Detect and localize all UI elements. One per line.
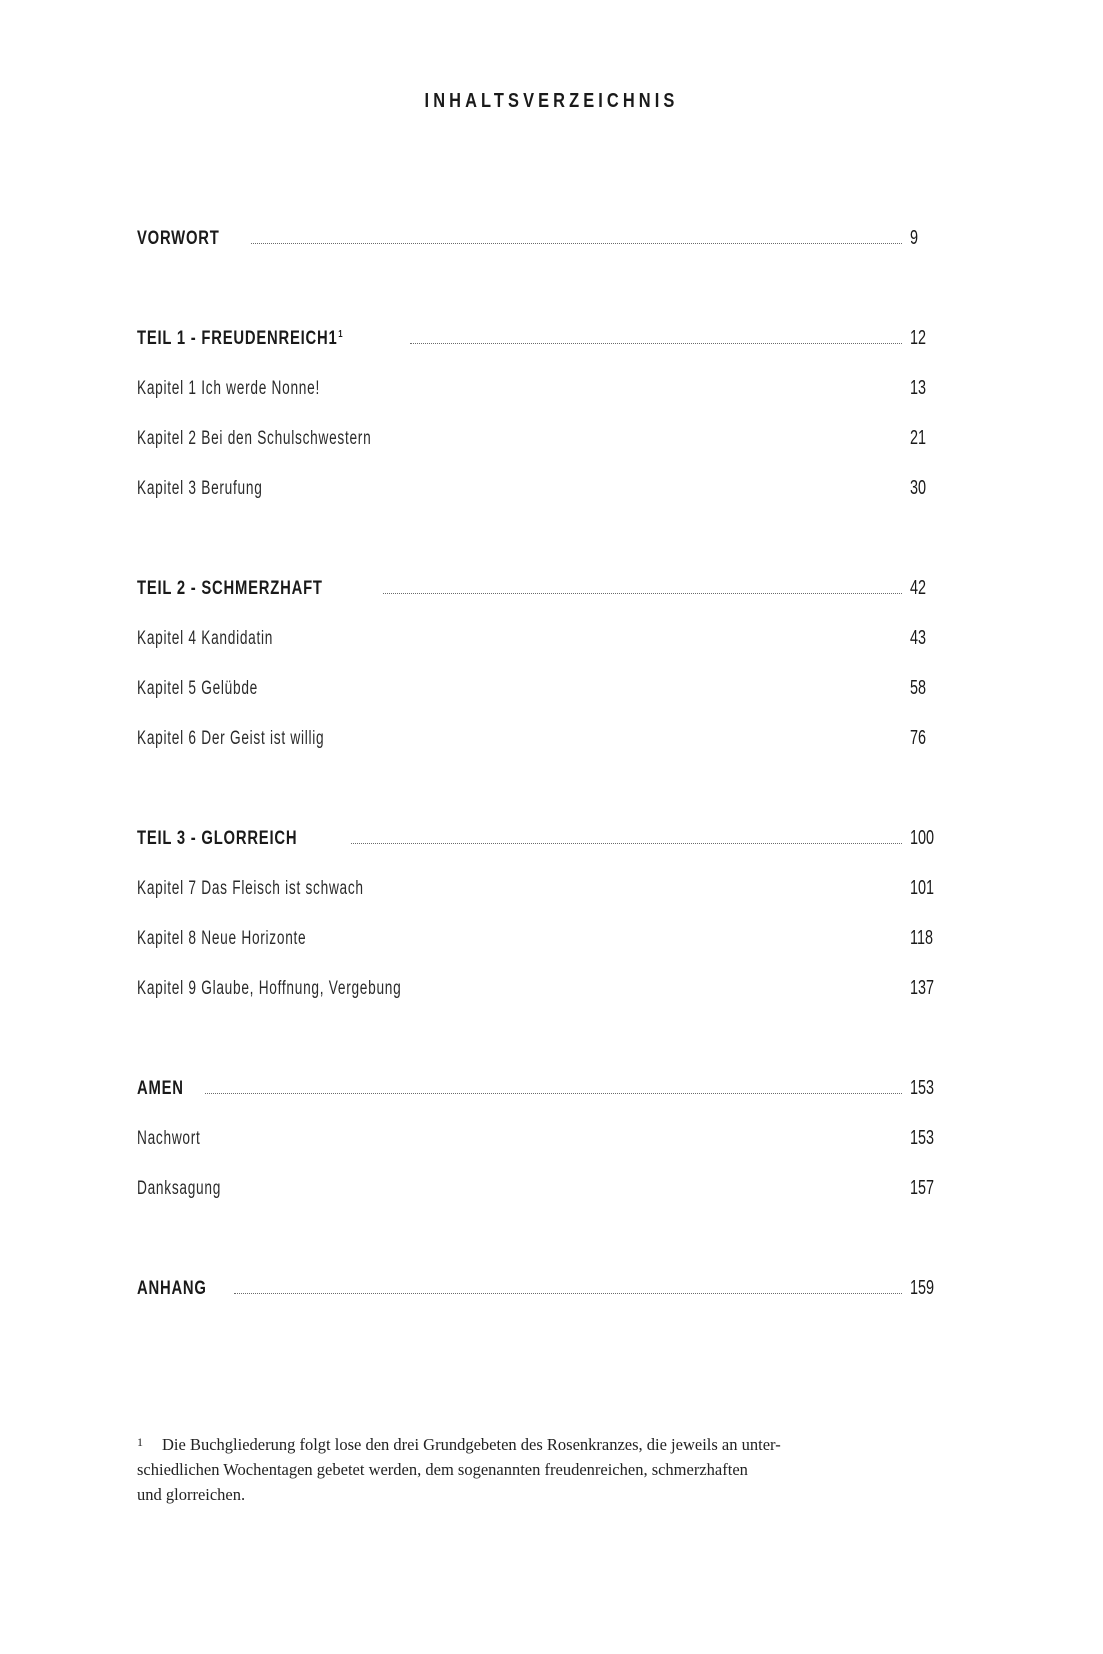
toc-entry-label: Kapitel 7 Das Fleisch ist schwach [137, 878, 364, 899]
toc-entry-page: 12 [910, 327, 927, 349]
toc-entry-teil-1 [137, 322, 950, 354]
toc-entry-label: Kapitel 1 Ich werde Nonne! [137, 378, 320, 399]
toc-entry-page: 30 [910, 477, 927, 499]
toc-entry-label: Kapitel 2 Bei den Schulschwestern [137, 428, 372, 449]
toc-entry-label: Danksagung [137, 1178, 222, 1199]
toc-entry-kapitel-9 [137, 972, 950, 1004]
toc-entry-label: Kapitel 8 Neue Horizonte [137, 928, 307, 949]
toc-entry-vorwort [137, 222, 950, 254]
toc-entry-page: 101 [910, 877, 935, 899]
toc-entry-kapitel-7 [137, 872, 950, 904]
toc-entry-kapitel-6 [137, 722, 950, 754]
toc-entry-page: 153 [910, 1127, 935, 1149]
toc-entry-label: Kapitel 9 Glaube, Hoffnung, Vergebung [137, 978, 402, 999]
dot-leader [351, 843, 902, 844]
dot-leader [205, 1093, 902, 1094]
toc-entry-label: TEIL 3 - GLORREICH [137, 828, 298, 849]
toc-entry-label: AMEN [137, 1078, 184, 1099]
toc-entry-kapitel-8 [137, 922, 950, 954]
toc-entry-page: 118 [910, 927, 933, 949]
toc-entry-page: 76 [910, 727, 927, 749]
toc-entry-page: 153 [910, 1077, 935, 1099]
dot-leader [410, 343, 902, 344]
dot-leader [234, 1293, 902, 1294]
toc-entry-kapitel-1 [137, 372, 950, 404]
footnote-line: Die Buchgliederung folgt lose den drei Grundgebeten des Rosenkranzes, die jeweils an unter- [162, 1435, 781, 1454]
toc-entry-label: TEIL 2 - SCHMERZHAFT [137, 578, 323, 599]
toc-entry-amen [137, 1072, 950, 1104]
toc-entry-label: Kapitel 3 Berufung [137, 478, 263, 499]
toc-entry-kapitel-3 [137, 472, 950, 504]
toc-entry-teil-3 [137, 822, 950, 854]
toc-entry-page: 43 [910, 627, 927, 649]
toc-entry-page: 13 [910, 377, 927, 399]
toc-entry-label: VORWORT [137, 228, 220, 249]
toc-entry-kapitel-2 [137, 422, 950, 454]
footnote-text [137, 1432, 907, 1507]
toc-entry-teil-2 [137, 572, 950, 604]
toc-entry-label: Kapitel 5 Gelübde [137, 678, 259, 699]
toc-entry-page: 100 [910, 827, 935, 849]
toc-entry-page: 58 [910, 677, 927, 699]
toc-entry-nachwort [137, 1122, 950, 1154]
toc-entry-page: 137 [910, 977, 935, 999]
dot-leader [383, 593, 902, 594]
toc-entry-label: TEIL 1 - FREUDENREICH1$^1$ [137, 328, 344, 349]
toc-entry-page: 42 [910, 577, 927, 599]
toc-entry-anhang [137, 1272, 950, 1304]
toc-entry-label: Kapitel 6 Der Geist ist willig [137, 728, 325, 749]
page-title: INHALTSVERZEICHNIS [424, 90, 679, 112]
toc-entry-page: 21 [910, 427, 927, 449]
toc-entry-danksagung [137, 1172, 950, 1204]
toc-entry-page: 159 [910, 1277, 935, 1299]
footnote-mark: 1 [137, 1435, 143, 1449]
footnote-reference: 1 [338, 328, 344, 340]
footnote-line: und glorreichen. [137, 1485, 246, 1504]
toc-entry-kapitel-5 [137, 672, 950, 704]
toc-entry-label: Nachwort [137, 1128, 201, 1149]
toc-entry-page: 157 [910, 1177, 935, 1199]
toc-entry-kapitel-4 [137, 622, 950, 654]
dot-leader [251, 243, 902, 244]
footnote [137, 1432, 907, 1507]
footnote-line: schiedlichen Wochentagen gebetet werden, dem sogenannten freudenreichen, schmerzhaften [137, 1460, 748, 1479]
toc-entry-label: ANHANG [137, 1278, 207, 1299]
toc-entry-label: Kapitel 4 Kandidatin [137, 628, 274, 649]
toc-entry-page: 9 [910, 227, 919, 249]
